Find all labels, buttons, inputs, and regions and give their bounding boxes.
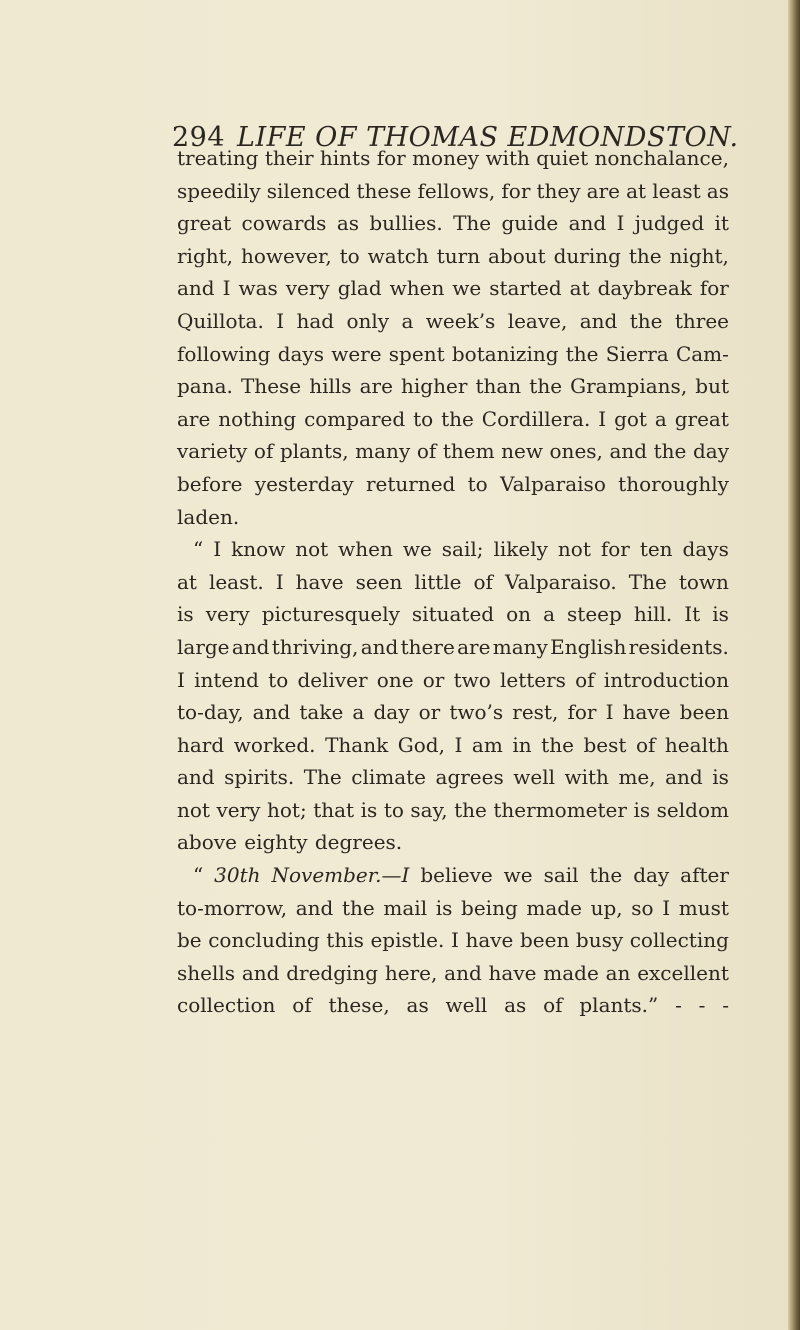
word: intend	[194, 667, 259, 692]
text-line	[177, 826, 729, 859]
word: hints	[319, 146, 371, 170]
text-line	[177, 892, 729, 925]
word: thriving,	[271, 634, 359, 659]
word: turn	[436, 243, 481, 268]
word: glad	[337, 276, 382, 301]
word: silenced	[266, 178, 351, 203]
word: residents.	[628, 634, 729, 659]
word: as	[504, 993, 527, 1018]
word: them	[442, 439, 495, 464]
word: mail	[383, 895, 428, 920]
text-line	[177, 957, 729, 990]
word: being	[461, 895, 518, 920]
word: the	[342, 895, 375, 920]
word: or	[418, 700, 441, 725]
word: two	[453, 667, 491, 692]
word: and	[568, 211, 607, 236]
word: day	[633, 863, 670, 888]
word: steep	[567, 602, 622, 627]
word: “	[193, 537, 204, 562]
word: for	[600, 537, 630, 562]
word: I	[450, 928, 459, 953]
word: situated	[411, 602, 495, 627]
word: are	[457, 634, 491, 659]
word: were	[331, 341, 382, 366]
word: take	[299, 700, 344, 725]
word: days	[277, 341, 324, 366]
word: treating	[177, 146, 259, 170]
text-line	[177, 207, 729, 240]
word: quiet	[536, 146, 589, 170]
word: well	[445, 993, 488, 1018]
word: have	[295, 569, 344, 594]
word: their	[264, 146, 314, 170]
word: The	[453, 211, 492, 236]
word: deliver	[297, 667, 368, 692]
word: shells	[177, 960, 236, 985]
word: of	[292, 993, 312, 1018]
word: the	[541, 732, 574, 757]
word: or	[422, 667, 445, 692]
word: speedily	[177, 178, 261, 203]
word: climate	[351, 765, 427, 790]
word: agrees	[435, 765, 504, 790]
word: of	[575, 667, 595, 692]
word: Cordillera.	[481, 406, 591, 431]
word: concluding	[208, 928, 320, 953]
word: been	[679, 700, 729, 725]
word: these,	[328, 993, 390, 1018]
word: started	[489, 276, 562, 301]
word: guide	[501, 211, 559, 236]
word: dredging	[286, 960, 379, 985]
text-line	[177, 794, 729, 827]
word: collection	[177, 993, 276, 1018]
word: bullies.	[369, 211, 443, 236]
word: is	[712, 602, 729, 627]
word: I	[213, 537, 222, 562]
word: letters	[499, 667, 566, 692]
word: many	[492, 634, 548, 659]
word: the	[589, 863, 623, 888]
word: pana.	[177, 374, 233, 399]
word: very	[285, 276, 330, 301]
word: at	[626, 178, 647, 203]
word: worked.	[233, 732, 316, 757]
word: and	[177, 276, 215, 301]
word: I	[598, 406, 607, 431]
word: and	[241, 960, 280, 985]
word: had	[296, 308, 335, 333]
word: of	[635, 732, 656, 757]
word: are	[177, 406, 211, 431]
word: very	[216, 797, 261, 822]
word: -	[698, 993, 706, 1018]
word: new	[501, 439, 543, 464]
word: ten	[639, 537, 673, 562]
word: a	[352, 700, 365, 725]
word: have	[622, 700, 671, 725]
word: least.	[208, 569, 264, 594]
word: know	[231, 537, 286, 562]
word: English	[550, 634, 627, 659]
word: in	[512, 732, 532, 757]
word: of	[543, 993, 563, 1018]
word: hot;	[267, 797, 307, 822]
word: God,	[397, 732, 445, 757]
word: I	[662, 895, 671, 920]
word: Grampians,	[570, 374, 688, 399]
word: the	[629, 308, 663, 333]
word: least	[652, 178, 701, 203]
word: one	[376, 667, 414, 692]
word: but	[695, 374, 729, 399]
text-line	[177, 566, 729, 599]
word: night,	[669, 243, 729, 268]
word: and	[360, 634, 399, 659]
text-line	[177, 989, 729, 1022]
word: for	[501, 178, 531, 203]
word: leave,	[507, 308, 568, 333]
word: week’s	[425, 308, 496, 333]
text-line	[177, 272, 729, 305]
word: returned	[365, 471, 456, 496]
word: only	[346, 308, 390, 333]
text-line	[177, 664, 729, 697]
text-line	[177, 631, 729, 664]
word: with	[564, 765, 609, 790]
word: of	[253, 439, 274, 464]
word: It	[684, 602, 701, 627]
word: I	[276, 308, 285, 333]
word: best	[583, 732, 627, 757]
word: the	[628, 243, 662, 268]
word: nonchalance,	[594, 146, 729, 170]
word: large	[177, 634, 230, 659]
word: to	[339, 243, 360, 268]
word: to-morrow,	[177, 895, 288, 920]
word: Cam-	[675, 341, 729, 366]
word: The	[628, 569, 667, 594]
word: I	[222, 276, 231, 301]
word: hill.	[633, 602, 673, 627]
word: was	[238, 276, 278, 301]
word: and	[231, 634, 270, 659]
word: I	[275, 569, 284, 594]
word: must	[678, 895, 729, 920]
word: have	[488, 960, 537, 985]
text-line	[177, 598, 729, 631]
word: after	[680, 863, 729, 888]
word: than	[475, 374, 522, 399]
word: two’s	[449, 700, 504, 725]
word: very	[205, 602, 250, 627]
word: nothing	[218, 406, 297, 431]
word: plants,	[279, 439, 349, 464]
word: when	[389, 276, 445, 301]
word: 30th	[214, 863, 261, 888]
page-number: 294	[172, 122, 226, 153]
word: thoroughly	[618, 471, 729, 496]
word: made	[543, 960, 599, 985]
word: spent	[388, 341, 445, 366]
word: not	[177, 797, 210, 822]
word: the	[441, 406, 474, 431]
word: before	[177, 471, 243, 496]
text-line	[177, 533, 729, 566]
word: three	[674, 308, 729, 333]
word: excellent	[637, 960, 729, 985]
word: thermometer	[493, 797, 627, 822]
word: plants.”	[579, 993, 659, 1018]
word: judged	[634, 211, 705, 236]
word: however,	[240, 243, 332, 268]
word: these	[356, 178, 412, 203]
word: the	[529, 374, 563, 399]
word: an	[605, 960, 631, 985]
line-text: laden.	[177, 504, 240, 529]
word: is	[177, 602, 194, 627]
word: I	[616, 211, 625, 236]
word: I	[605, 700, 614, 725]
word: for	[567, 700, 597, 725]
word: here,	[384, 960, 438, 985]
word: hills	[309, 374, 352, 399]
text-line	[177, 142, 729, 175]
word: daybreak	[597, 276, 692, 301]
word: during	[553, 243, 621, 268]
word: town	[678, 569, 729, 594]
word: so	[631, 895, 654, 920]
word: sail	[543, 863, 579, 888]
word: the	[653, 439, 687, 464]
running-head: LIFE OF THOMAS EDMONDSTON.	[237, 122, 739, 153]
word: sail;	[441, 537, 484, 562]
word: well	[513, 765, 555, 790]
word: and	[252, 700, 291, 725]
word: seldom	[656, 797, 729, 822]
text-line	[177, 729, 729, 762]
page-edge-shadow	[788, 0, 800, 1330]
word: day	[692, 439, 729, 464]
word: a	[401, 308, 414, 333]
word: -	[722, 993, 729, 1018]
word: compared	[304, 406, 406, 431]
word: of	[473, 569, 493, 594]
word: been	[519, 928, 570, 953]
word: they	[536, 178, 581, 203]
text-line	[177, 859, 729, 892]
word: with	[485, 146, 530, 170]
text-line	[177, 696, 729, 729]
word: botanizing	[451, 341, 559, 366]
word: am	[471, 732, 503, 757]
text-line	[177, 468, 729, 501]
word: seen	[355, 569, 403, 594]
word: to-day,	[177, 700, 244, 725]
word: yesterday	[254, 471, 354, 496]
word: November.—I	[271, 863, 410, 888]
word: we	[452, 276, 482, 301]
word: for	[699, 276, 729, 301]
word: to	[268, 667, 289, 692]
text-line	[177, 338, 729, 371]
word: at	[569, 276, 590, 301]
word: fellows,	[417, 178, 496, 203]
word: These	[240, 374, 302, 399]
word: cowards	[241, 211, 327, 236]
word: Quillota.	[177, 308, 264, 333]
text-line	[177, 435, 729, 468]
word: for	[376, 146, 406, 170]
word: “	[193, 863, 204, 888]
word: higher	[401, 374, 468, 399]
word: The	[303, 765, 342, 790]
word: busy	[575, 928, 624, 953]
text-line	[177, 403, 729, 436]
word: many	[355, 439, 411, 464]
word: money	[412, 146, 480, 170]
word: right,	[177, 243, 234, 268]
word: is	[435, 895, 453, 920]
word: as	[706, 178, 729, 203]
word: Thank	[325, 732, 389, 757]
word: as	[336, 211, 359, 236]
word: the	[454, 797, 487, 822]
word: are	[359, 374, 393, 399]
word: days	[682, 537, 729, 562]
word: spirits.	[224, 765, 295, 790]
word: ones,	[549, 439, 603, 464]
word: it	[714, 211, 729, 236]
word: about	[488, 243, 546, 268]
word: health	[664, 732, 729, 757]
word: day	[373, 700, 410, 725]
word: and	[177, 765, 215, 790]
word: up,	[590, 895, 623, 920]
word: variety	[177, 439, 248, 464]
word: not	[557, 537, 591, 562]
text-line	[177, 175, 729, 208]
word: be	[177, 928, 202, 953]
word: is	[712, 765, 729, 790]
text-line	[177, 924, 729, 957]
word: to	[413, 406, 434, 431]
word: following	[177, 341, 271, 366]
word: likely	[493, 537, 548, 562]
word: say,	[410, 797, 448, 822]
word: that	[313, 797, 355, 822]
word: have	[465, 928, 514, 953]
body-text	[177, 142, 729, 1022]
word: me,	[618, 765, 656, 790]
word: picturesquely	[261, 602, 400, 627]
word: are	[586, 178, 620, 203]
word: we	[402, 537, 432, 562]
word: epistle.	[370, 928, 445, 953]
word: to	[383, 797, 404, 822]
word: got	[614, 406, 647, 431]
word: we	[503, 863, 533, 888]
word: introduction	[603, 667, 729, 692]
word: I	[177, 667, 185, 692]
text-line	[177, 370, 729, 403]
word: Valparaiso	[500, 471, 606, 496]
word: and	[665, 765, 703, 790]
text-line	[177, 501, 729, 534]
word: great	[177, 211, 232, 236]
word: and	[444, 960, 482, 985]
word: rest,	[512, 700, 559, 725]
word: hard	[177, 732, 225, 757]
text-line	[177, 305, 729, 338]
word: on	[506, 602, 532, 627]
text-line	[177, 761, 729, 794]
word: there	[400, 634, 455, 659]
word: Sierra	[605, 341, 669, 366]
word: believe	[420, 863, 493, 888]
word: of	[416, 439, 437, 464]
word: and	[295, 895, 334, 920]
word: made	[526, 895, 582, 920]
word: little	[414, 569, 462, 594]
word: and	[609, 439, 648, 464]
word: -	[675, 993, 682, 1018]
word: this	[326, 928, 364, 953]
word: collecting	[629, 928, 729, 953]
word: is	[360, 797, 378, 822]
word: watch	[367, 243, 429, 268]
word: great	[674, 406, 729, 431]
word: a	[543, 602, 555, 627]
line-text: above eighty degrees.	[177, 830, 403, 855]
word: is	[633, 797, 651, 822]
word: as	[406, 993, 429, 1018]
word: the	[565, 341, 599, 366]
word: at	[177, 569, 197, 594]
word: not	[295, 537, 329, 562]
word: a	[654, 406, 667, 431]
word: I	[454, 732, 463, 757]
text-line	[177, 240, 729, 273]
word: and	[579, 308, 618, 333]
word: when	[338, 537, 393, 562]
word: Valparaiso.	[504, 569, 617, 594]
word: to	[467, 471, 488, 496]
